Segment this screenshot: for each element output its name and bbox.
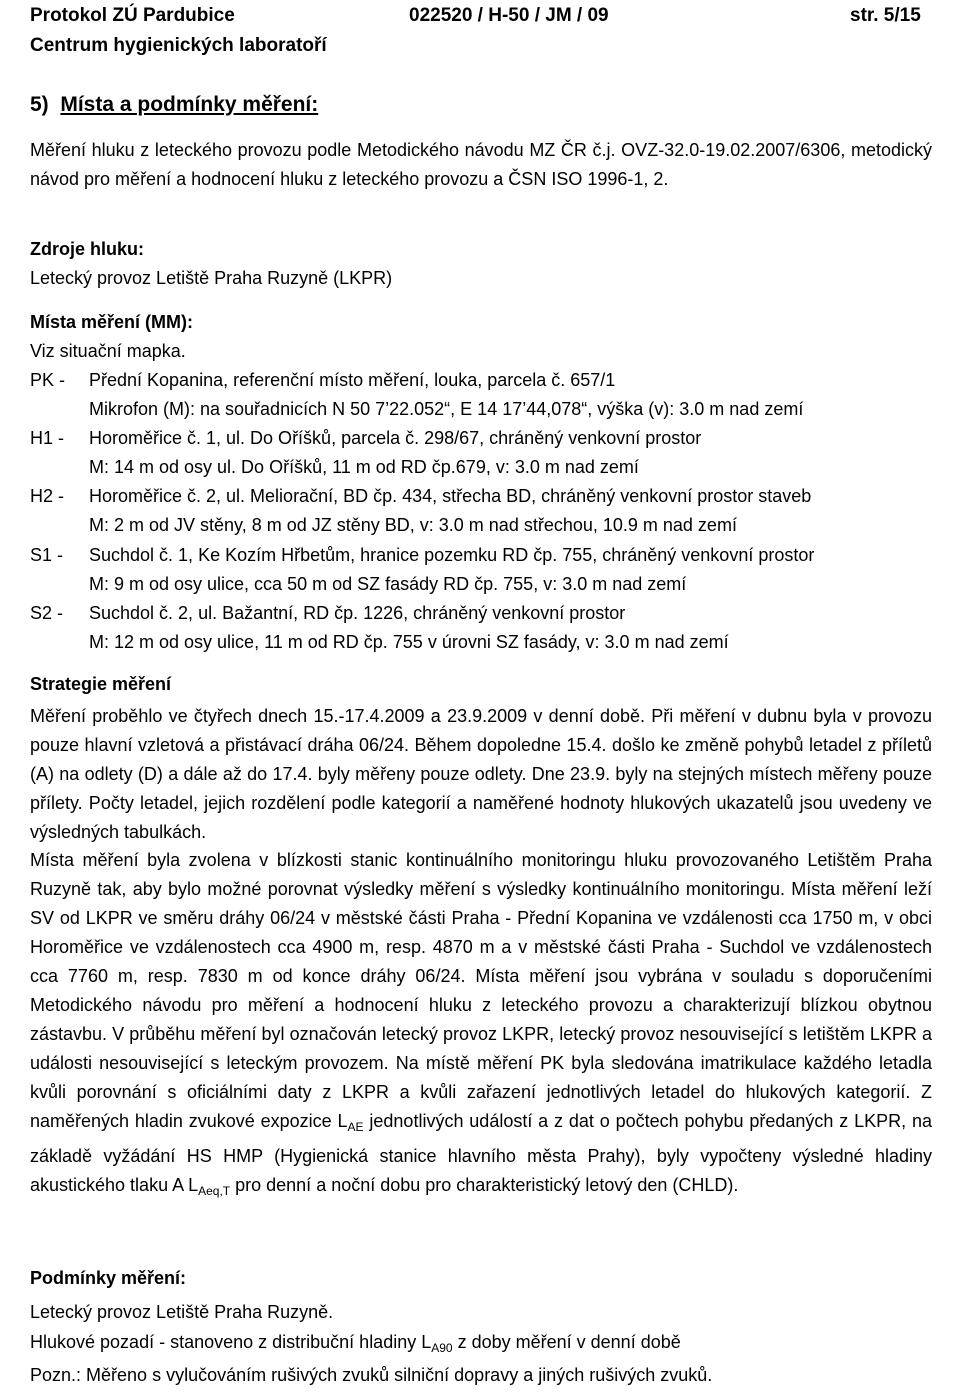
header-org: Protokol ZÚ Pardubice — [30, 5, 235, 26]
sources-heading: Zdroje hluku: — [30, 239, 144, 259]
conditions-note: Pozn.: Měřeno s vylučováním rušivých zvuků silniční dopravy a jiných rušivých zvuků. — [30, 1365, 713, 1385]
location-description: Suchdol č. 2, ul. Bažantní, RD čp. 1226, chráněný venkovní prostor — [89, 603, 626, 623]
location-microphone: M: 9 m od osy ulice, cca 50 m od SZ fasády RD čp. 755, v: 3.0 m nad zemí — [89, 574, 687, 594]
intro-paragraph: Měření hluku z leteckého provozu podle Metodického návodu MZ ČR č.j. OVZ-32.0-19.02.2007/6306, metodický návod pro měření a hodnocení hluku z leteckého provozu a ČSN ISO 1996-1, 2. — [30, 140, 932, 189]
places-note: Viz situační mapka. — [30, 341, 186, 361]
section-title-text: Místa a podmínky měření: — [60, 93, 319, 116]
section-title — [30, 93, 318, 117]
conditions-heading: Podmínky měření: — [30, 1268, 187, 1288]
header-page: str. 5/15 — [850, 5, 921, 26]
location-code: H2 - — [30, 486, 65, 506]
section-number: 5) — [30, 93, 49, 116]
sources-text: Letecký provoz Letiště Praha Ruzyně (LKPR) — [30, 268, 393, 288]
location-description: Horoměřice č. 1, ul. Do Oříšků, parcela č. 298/67, chráněný venkovní prostor — [89, 428, 702, 448]
location-microphone: M: 12 m od osy ulice, 11 m od RD čp. 755 v úrovni SZ fasády, v: 3.0 m nad zemí — [89, 632, 729, 652]
conditions-line-1: Letecký provoz Letiště Praha Ruzyně. — [30, 1302, 334, 1322]
location-code: H1 - — [30, 428, 65, 448]
places-heading: Místa měření (MM): — [30, 312, 194, 332]
header-dept: Centrum hygienických laboratoří — [30, 35, 327, 56]
strategy-heading: Strategie měření — [30, 674, 172, 694]
location-microphone: Mikrofon (M): na souřadnicích N 50 7’22.052“, E 14 17’44,078“, výška (v): 3.0 m nad zemí — [89, 399, 804, 419]
strategy-paragraph-2: Místa měření byla zvolena v blízkosti stanic kontinuálního monitoringu hluku provozovaného Letištěm Praha Ruzyně tak, aby bylo možné porovnat výsledky měření s výsledky kontinuálního monitoringu. Místa měření leží SV od LKPR ve směru dráhy 06/24 v městské části Praha - Přední Kopanina ve vzdálenosti cca 1750 m, v obci Horoměřice ve vzdálenostech cca 4900 m, resp. 4870 m a v městské části Praha - Suchdol ve vzdálenostech cca 7760 m, resp. 7830 m od konce dráhy 06/24. Místa měření jsou vybrána v souladu s doporučeními Metodického návodu pro měření a hodnocení hluku z leteckého provozu a charakterizují blízkou obytnou zástavbu. V průběhu měření byl označován letecký provoz LKPR, letecký provoz nesouvisející s letištěm LKPR a události nesouvisející s leteckým provozem. Na místě měření PK byla sledována imatrikulace každého letadla kvůli porovnání s oficiálními daty z LKPR a kvůli zařazení jednotlivých letadel do hlukových kategorií. Z naměřených hladin zvukové expozice $L_{AE}$ jednotlivých událostí a z dat o počtech pohybu předaných z LKPR, na základě vyžádání HS HMP (Hygienická stanice hlavního města Prahy), byly vypočteny výsledné hladiny akustického tlaku A $L_{Aeq,T}$ pro denní a noční dobu pro charakteristický letový den (CHLD). — [30, 850, 932, 1198]
location-description: Přední Kopanina, referenční místo měření, louka, parcela č. 657/1 — [89, 370, 616, 390]
conditions-line-2: Hlukové pozadí - stanoveno z distribuční hladiny $L_{A90}$ z doby měření v denní době — [30, 1332, 681, 1355]
location-code: PK - — [30, 370, 66, 390]
location-code: S1 - — [30, 545, 64, 565]
location-microphone: M: 14 m od osy ul. Do Oříšků, 11 m od RD čp.679, v: 3.0 m nad zemí — [89, 457, 639, 477]
location-description: Horoměřice č. 2, ul. Meliorační, BD čp. 434, střecha BD, chráněný venkovní prostor staveb — [89, 486, 812, 506]
strategy-paragraph-1: Měření proběhlo ve čtyřech dnech 15.-17.4.2009 a 23.9.2009 v denní době. Při měření v dubnu byla v provozu pouze hlavní vzletová a přistávací dráha 06/24. Během dopoledne 15.4. došlo ke změně pohybů letadel z příletů (A) na odlety (D) a dále až do 17.4. byly měřeny pouze odlety. Dne 23.9. byly na stejných místech měřeny pouze přílety. Počty letadel, jejich rozdělení podle kategorií a naměřené hodnoty hlukových ukazatelů jsou uvedeny ve výsledných tabulkách. — [30, 706, 932, 842]
location-description: Suchdol č. 1, Ke Kozím Hřbetům, hranice pozemku RD čp. 755, chráněný venkovní prostor — [89, 545, 815, 565]
location-code: S2 - — [30, 603, 64, 623]
location-microphone: M: 2 m od JV stěny, 8 m od JZ stěny BD, v: 3.0 m nad střechou, 10.9 m nad zemí — [89, 515, 737, 535]
header-ref: 022520 / H-50 / JM / 09 — [409, 5, 609, 26]
